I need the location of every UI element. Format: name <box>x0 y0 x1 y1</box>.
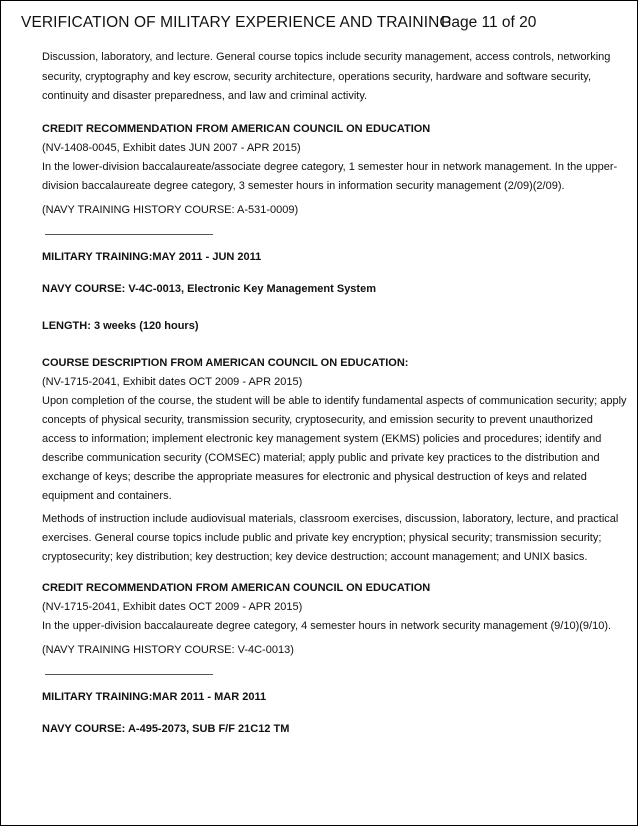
description-line: access to information; implement electronic key management system (EKMS) policies and procedures; identify and <box>42 433 602 445</box>
methods-line: exercises. General course topics include public and private key encryption; physical security; transmission security; <box>42 532 602 544</box>
description-line: exchange of keys; describe the appropriate measures for electronic and physical destruction of keys and related <box>42 471 587 483</box>
credit-line: In the upper-division baccalaureate degree category, 4 semester hours in network security management (9/10)(9/10). <box>42 620 612 632</box>
description-exhibit: (NV-1715-2041, Exhibit dates OCT 2009 - APR 2015) <box>42 376 303 388</box>
description-heading: COURSE DESCRIPTION FROM AMERICAN COUNCIL ON EDUCATION: <box>42 357 409 369</box>
training-dates: MILITARY TRAINING:MAY 2011 - JUN 2011 <box>42 251 262 263</box>
credit-line: division baccalaureate degree category, 3 semester hours in information security management (2/09)(2/09). <box>42 180 565 192</box>
description-line: equipment and containers. <box>42 490 172 502</box>
paragraph-line: security, cryptography and key escrow, security architecture, operations security, hardware and software security, <box>42 71 592 83</box>
methods-line: Methods of instruction include audiovisual materials, classroom exercises, discussion, laboratory, lecture, and practical <box>42 513 619 525</box>
training-dates: MILITARY TRAINING:MAR 2011 - MAR 2011 <box>42 691 267 703</box>
history-course: (NAVY TRAINING HISTORY COURSE: A-531-0009) <box>42 204 299 216</box>
course-title: NAVY COURSE: V-4C-0013, Electronic Key Management System <box>42 283 376 295</box>
credit-exhibit: (NV-1408-0045, Exhibit dates JUN 2007 - APR 2015) <box>42 142 301 154</box>
paragraph-line: Discussion, laboratory, and lecture. General course topics include security management, access controls, networking <box>42 51 611 63</box>
credit-exhibit: (NV-1715-2041, Exhibit dates OCT 2009 - APR 2015) <box>42 601 303 613</box>
page-number: Page 11 of 20 <box>441 14 537 31</box>
methods-line: cryptosecurity; key distribution; key destruction; key device destruction; account management; and UNIX basics. <box>42 551 588 563</box>
course-length: LENGTH: 3 weeks (120 hours) <box>42 320 199 332</box>
credit-heading: CREDIT RECOMMENDATION FROM AMERICAN COUNCIL ON EDUCATION <box>42 582 431 594</box>
description-line: Upon completion of the course, the student will be able to identify fundamental aspects of communication security; apply <box>42 395 627 407</box>
history-course: (NAVY TRAINING HISTORY COURSE: V-4C-0013) <box>42 644 294 656</box>
description-line: concepts of physical security, transmission security, cryptosecurity, and emission security to prevent unauthorized <box>42 414 593 426</box>
credit-heading: CREDIT RECOMMENDATION FROM AMERICAN COUNCIL ON EDUCATION <box>42 123 431 135</box>
credit-line: In the lower-division baccalaureate/associate degree category, 1 semester hour in network management. In the upper- <box>42 161 618 173</box>
section-divider <box>45 674 213 675</box>
course-title: NAVY COURSE: A-495-2073, SUB F/F 21C12 TM <box>42 723 290 735</box>
paragraph-line: continuity and disaster preparedness, and law and criminal activity. <box>42 90 368 102</box>
section-divider <box>45 234 213 235</box>
document-title: VERIFICATION OF MILITARY EXPERIENCE AND TRAINING <box>21 14 452 31</box>
description-line: describe communication security (COMSEC) material; apply public and private key practices to the distribution and <box>42 452 600 464</box>
